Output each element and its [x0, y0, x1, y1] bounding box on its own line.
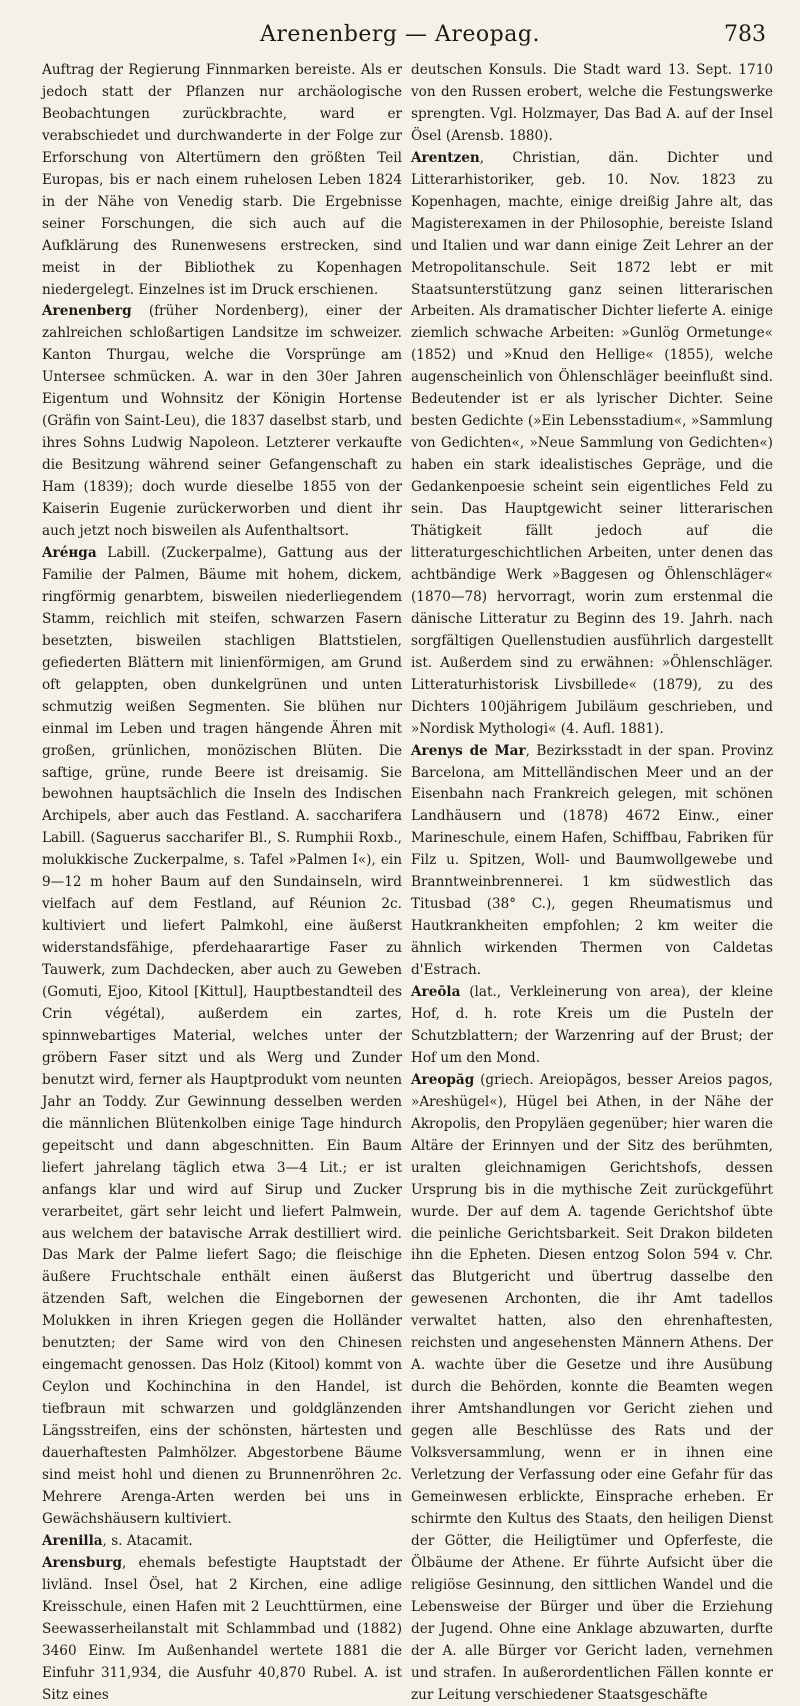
- entry-text: , Christian, dän. Dichter und Litterarhistoriker, geb. 10. Nov. 1823 zu Kopenhagen, machte, einige dreißig Jahre alt, das Magisterexamen in der Philosophie, bereiste Island und Italien und war dann einige Zeit Lehrer an der Metropolitanschule. Seit 1872 lebt er mit Staatsunterstützung ganz seinen litterarischen Arbeiten. Als dramatischer Dichter lieferte A. einige ziemlich schwache Arbeiten: »Gunlög Ormetunge« (1852) und »Knud den Hellige« (1855), welche augenscheinlich von Öhlenschläger beeinflußt sind. Bedeutender ist er als lyrischer Dichter. Seine besten Gedichte (»Ein Lebensstadium«, »Sammlung von Gedichten«, »Neue Sammlung von Gedichten«) haben ein stark idealistisches Gepräge, und die Gedankenpoesie scheint sein eigentliches Feld zu sein. Das Hauptgewicht seiner litterarischen Thätigkeit fällt jedoch auf die litteraturgeschichtlichen Arbeiten, unter denen das achtbändige Werk »Baggesen og Öhlenschläger« (1870—78) hervorragt, worin zum erstenmal die dänische Litteratur zu Beginn des 19. Jahrh. nach sorgfältigen Quellenstudien ausführlich dargestellt ist. Außerdem sind zu erwähnen: »Öhlenschläger. Litteraturhistorisk Livsbillede« (1879), zu des Dichters 100jährigem Jubiläum geschrieben, und »Nordisk Mythologi« (4. Aufl. 1881).: [411, 149, 773, 737]
- entry-arenga: [42, 543, 402, 1531]
- entry-areola: [411, 982, 773, 1070]
- headword: Areōla: [411, 984, 461, 1001]
- page-number: 783: [724, 22, 766, 47]
- left-column: [42, 60, 402, 1706]
- entry-arenenberg: [42, 301, 402, 542]
- entry-arenys-de-mar: [411, 741, 773, 982]
- entry-text: (früher Nordenberg), einer der zahlreichen schloßartigen Landsitze im schweizer. Kanton Thurgau, welche die Vorsprünge am Untersee schmücken. A. war in den 30er Jahren Eigentum und Wohnsitz der Königin Hortense (Gräfin von Saint-Leu), die 1837 daselbst starb, und ihres Sohns Ludwig Napoleon. Letzterer verkaufte die Besitzung während seiner Gefangenschaft zu Ham (1839); doch wurde dieselbe 1855 von der Kaiserin Eugenie zurückerworben und dient ihr auch jetzt noch bisweilen als Aufenthaltsort.: [42, 303, 402, 540]
- entry-text: , Bezirksstadt in der span. Provinz Barcelona, am Mittelländischen Meer und an der Eisenbahn nach Frankreich gelegen, mit schönen Landhäusern und (1878) 4672 Einw., einer Marineschule, einem Hafen, Schiffbau, Fabriken für Filz u. Spitzen, Woll- und Baumwollgewebe und Branntweinbrennerei. 1 km südwestlich das Titusbad (38° C.), gegen Rheumatismus und Hautkrankheiten empfohlen; 2 km weiter die ähnlich wirkenden Thermen von Caldetas d'Estrach.: [411, 742, 774, 979]
- page-title: Arenenberg — Areopag.: [260, 22, 540, 47]
- entry-continuation: deutschen Konsuls. Die Stadt ward 13. Sept. 1710 von den Russen erobert, welche die Festungswerke sprengten. Vgl. Holzmayer, Das Bad A. auf der Insel Ösel (Arensb. 1880).: [411, 62, 773, 144]
- entry-arensburg: [42, 1553, 402, 1706]
- entry-continuation: Auftrag der Regierung Finnmarken bereiste. Als er jedoch statt der Pflanzen nur archäologische Beobachtungen zurückbrachte, ward er verabschiedet und durchwanderte in der Folge zur Erforschung von Altertümern den größten Teil Europas, bis er nach einem ruhelosen Leben 1824 in der Nähe von Venedig starb. Die Ergebnisse seiner Forschungen, die sich auch auf die Aufklärung des Runenwesens erstrecken, sind meist in der Bibliothek zu Kopenhagen niedergelegt. Einzelnes ist im Druck erschienen.: [42, 62, 402, 298]
- entry-arentzen: [411, 148, 773, 741]
- headword: Arenys de Mar: [411, 742, 526, 759]
- entry-text: , ehemals befestigte Hauptstadt der livländ. Insel Ösel, hat 2 Kirchen, eine adlige Kreisschule, einen Hafen mit 2 Leuchttürmen, eine Seewasserheilanstalt mit Schlammbad und (1882) 3460 Einw. Im Außenhandel wertete 1881 die Einfuhr 311,934, die Ausfuhr 40,870 Rubel. A. ist Sitz eines: [42, 1554, 402, 1703]
- headword: Aréнga: [42, 544, 97, 561]
- running-head: [0, 22, 800, 54]
- entry-text: , s. Atacamit.: [102, 1532, 193, 1549]
- entry-text: (lat., Verkleinerung von area), der kleine Hof, d. h. rote Kreis um die Pusteln der Schutzblattern; der Warzenring auf der Brust; der Hof um den Mond.: [411, 984, 773, 1066]
- entry-text: (griech. Areiopăgos, besser Areios pagos, »Areshügel«), Hügel bei Athen, in der Nähe der Akropolis, den Propyläen gegenüber; hier waren die Altäre der Erinnyen und der Sitz des berühmten, uralten gleichnamigen Gerichtshofs, dessen Ursprung bis in die mythische Zeit zurückgeführt wurde. Der auf dem A. tagende Gerichtshof übte die peinliche Gerichtsbarkeit. Seit Drakon bildeten ihn die Epheten. Diesen entzog Solon 594 v. Chr. das Blutgericht und übertrug dasselbe den gewesenen Archonten, die ihr Amt tadellos verwaltet hatten, also den ehrenhaftesten, reichsten und angesehensten Männern Athens. Der A. wachte über die Gesetze und ihre Ausübung durch die Behörden, konnte die Beamten wegen ihrer Amtshandlungen vor Gericht ziehen und gegen alle Beschlüsse des Rats und der Volksversammlung, wenn er in ihnen eine Verletzung der Verfassung oder eine Gefahr für das Gemeinwesen erblickte, Einsprache erheben. Er schirmte den Kultus des Staats, den heiligen Dienst der Götter, die Heiligtümer und Opferfeste, die Ölbäume der Athene. Er führte Aufsicht über die religiöse Gesinnung, den sittlichen Wandel und die Lebensweise der Bürger und über die Erziehung der Jugend. Ohne eine Anklage abzuwarten, durfte der A. alle Bürger vor Gericht laden, vernehmen und strafen. In außerordentlichen Fällen konnte er zur Leitung verschiedener Staatsgeschäfte: [411, 1071, 773, 1703]
- headword: Arenenberg: [42, 303, 132, 320]
- entry-text: Labill. (Zuckerpalme), Gattung aus der Familie der Palmen, Bäume mit hohem, dickem, ringförmig genarbtem, bisweilen niederliegendem Stamm, reichlich mit steifen, schwarzen Fasern besetzten, bisweilen stachligen Blattstielen, gefiederten Blättern mit linienförmigen, am Grund oft gelappten, oben dunkelgrünen und unten schmutzig weißen Segmenten. Sie blühen nur einmal im Leben und tragen hängende Ähren mit großen, grünlichen, monözischen Blüten. Die saftige, grüne, runde Beere ist dreisamig. Sie bewohnen hauptsächlich die Inseln des Indischen Archipels, aber auch das Festland. A. saccharifera Labill. (Saguerus saccharifer Bl., S. Rumphii Roxb., molukkische Zuckerpalme, s. Tafel »Palmen I«), ein 9—12 m hoher Baum auf den Sundainseln, wird vielfach auf dem Festland, auf Réunion 2c. kultiviert und liefert Palmkohl, eine äußerst widerstandsfähige, pferdehaarartige Faser zu Tauwerk, zum Dachdecken, aber auch zu Geweben (Gomuti, Ejoo, Kitool [Kittul], Hauptbestandteil des Crin végétal), außerdem ein zartes, spinnwebartiges Material, welches unter der gröbern Faser sitzt und als Werg und Zunder benutzt wird, ferner als Hauptprodukt vom neunten Jahr an Toddy. Zur Gewinnung desselben werden die männlichen Blütenkolben einige Tage hindurch gepeitscht und dann abgeschnitten. Ein Baum liefert jahrelang täglich etwa 3—4 Lit.; er ist anfangs klar und wird auf Sirup und Zucker verarbeitet, gärt sehr leicht und liefert Palmwein, aus welchem der batavische Arrak destilliert wird. Das Mark der Palme liefert Sago; die fleischige äußere Fruchtschale enthält einen äußerst ätzenden Saft, welchen die Eingebornen der Molukken in ihren Kriegen gegen die Holländer benutzten; der Same wird von den Chinesen eingemacht genossen. Das Holz (Kitool) kommt von Ceylon und Kochinchina in den Handel, ist tiefbraun mit schwarzen und goldglänzenden Längsstreifen, eins der schönsten, härtesten und dauerhaftesten Palmhölzer. Abgestorbene Bäume sind meist hohl und dienen zu Brunnenröhren 2c. Mehrere Arenga-Arten werden bei uns in Gewächshäusern kultiviert.: [42, 544, 402, 1527]
- entry-areopag: [411, 1070, 773, 1706]
- right-column: [411, 60, 773, 1706]
- headword: Arentzen: [411, 149, 480, 166]
- headword: Arenilla: [42, 1532, 103, 1549]
- entry-arenilla: [42, 1531, 402, 1553]
- headword: Areopăg: [411, 1071, 475, 1088]
- headword: Arensburg: [42, 1554, 122, 1571]
